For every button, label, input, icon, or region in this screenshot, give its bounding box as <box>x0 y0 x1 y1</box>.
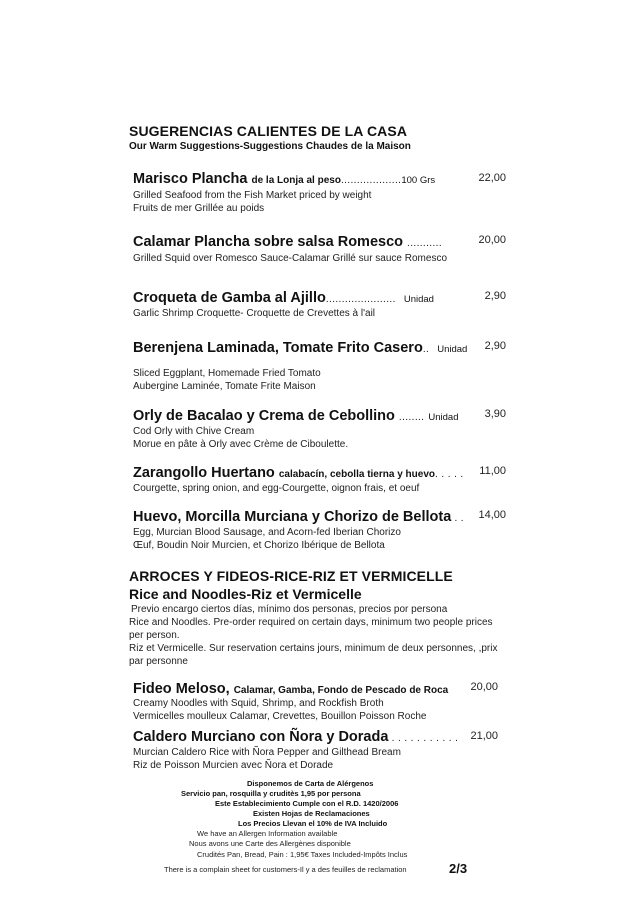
page-number: 2/3 <box>449 861 468 876</box>
item-title: Fideo Meloso, <box>133 681 234 697</box>
footer-complaints-en: There is a complain sheet for customers-Il y a des feuilles de reclamation <box>164 865 407 874</box>
menu-item-name <box>133 408 459 424</box>
item-description: Murcian Caldero Rice with Ñora Pepper and Gilthead Bream <box>133 747 401 758</box>
item-title: Calamar Plancha sobre salsa Romesco <box>133 234 408 250</box>
item-title: Orly de Bacalao y Crema de Cebollino <box>133 408 399 424</box>
leader-dots: ........... <box>407 238 442 249</box>
item-title: Caldero Murciano con Ñora y Dorada <box>133 729 389 745</box>
item-description: Œuf, Boudin Noir Murcien, et Chorizo Ibérique de Bellota <box>133 540 385 551</box>
item-description: Garlic Shrimp Croquette- Croquette de Crevettes à l'ail <box>133 308 376 319</box>
item-description: Riz de Poisson Murcien avec Ñora et Dorade <box>133 760 334 771</box>
item-description: Fruits de mer Grillée au poids <box>133 203 265 214</box>
section-title-hot: SUGERENCIAS CALIENTES DE LA CASA <box>129 123 408 139</box>
item-note: Calamar, Gamba, Fondo de Pescado de Roca <box>233 685 449 696</box>
rice-intro-en: Rice and Noodles. Pre-order required on certain days, minimum two people prices per person. <box>129 617 493 641</box>
item-description: Grilled Squid over Romesco Sauce-Calamar Grillé sur sauce Romesco <box>133 253 448 264</box>
footer-bread-es: Servicio pan, rosquilla y cruditès 1,95 por persona <box>181 789 361 798</box>
item-title: Huevo, Morcilla Murciana y Chorizo de Bellota <box>133 509 452 525</box>
section-subtitle-hot: Our Warm Suggestions-Suggestions Chaudes de la Maison <box>129 141 411 152</box>
item-price: 3,90 <box>484 408 506 420</box>
menu-item-name <box>133 340 467 356</box>
item-price: 20,00 <box>478 234 506 246</box>
leader-dots: . . <box>451 513 464 524</box>
item-description: Egg, Murcian Blood Sausage, and Acorn-fed Iberian Chorizo <box>133 527 401 538</box>
item-price: 2,90 <box>484 290 506 302</box>
item-title: Marisco Plancha <box>133 171 252 187</box>
item-description: Morue en pâte à Orly avec Crème de Ciboulette. <box>133 439 349 450</box>
menu-item-name <box>133 729 458 745</box>
leader-dots: .. <box>422 344 430 355</box>
item-description: Vermicelles moulleux Calamar, Crevettes, Bouillon Poisson Roche <box>133 711 427 722</box>
item-description: Grilled Seafood from the Fish Market priced by weight <box>133 190 372 201</box>
footer-complaints-es: Existen Hojas de Reclamaciones <box>253 809 370 818</box>
leader-dots: . . . . . <box>435 469 464 480</box>
leader-dots: . . . . . . . . . . . <box>388 733 459 744</box>
footer-bread-en: Crudités Pan, Bread, Pain : 1,95€ Taxes Included-Impôts Inclus <box>197 850 408 859</box>
item-unit: Unidad <box>403 294 434 305</box>
item-unit: 100 Grs <box>401 175 436 186</box>
item-price: 21,00 <box>470 730 498 742</box>
item-description: Cod Orly with Chive Cream <box>133 426 255 437</box>
item-price: 14,00 <box>478 509 506 521</box>
item-title: Zarangollo Huertano <box>133 465 279 481</box>
footer-vat: Los Precios Llevan el 10% de IVA Incluido <box>238 819 388 828</box>
menu-item-name <box>133 509 464 525</box>
item-description: Creamy Noodles with Squid, Shrimp, and Rockfish Broth <box>133 698 384 709</box>
footer-allergens-en: We have an Allergen Information available <box>197 829 338 838</box>
item-title: Berenjena Laminada, Tomate Frito Casero <box>133 340 423 356</box>
item-price: 2,90 <box>484 340 506 352</box>
menu-item-name <box>133 234 442 250</box>
leader-dots: ................... <box>340 175 402 186</box>
item-note: calabacín, cebolla tierna y huevo <box>278 469 435 480</box>
item-description: Aubergine Laminée, Tomate Frite Maison <box>133 381 316 392</box>
leader-dots: ...................... <box>325 294 396 305</box>
section-title-rice: ARROCES Y FIDEOS-RICE-RIZ ET VERMICELLE <box>129 568 453 584</box>
item-description: Courgette, spring onion, and egg-Courgette, oignon frais, et oeuf <box>133 483 420 494</box>
footer-allergens-es: Disponemos de Carta de Alérgenos <box>247 779 374 788</box>
menu-item-name <box>133 171 435 187</box>
item-title: Croqueta de Gamba al Ajillo <box>133 290 326 306</box>
menu-item-name <box>133 681 448 697</box>
footer-allergens-fr: Nous avons une Carte des Allergènes disponible <box>189 839 351 848</box>
leader-dots: ........ <box>398 412 425 423</box>
menu-item-name <box>133 290 434 306</box>
menu-item-name <box>133 465 464 481</box>
item-description: Sliced Eggplant, Homemade Fried Tomato <box>133 368 321 379</box>
item-unit: Unidad <box>428 412 459 423</box>
section-subtitle-rice: Rice and Noodles-Riz et Vermicelle <box>129 586 362 602</box>
item-price: 20,00 <box>470 681 498 693</box>
item-price: 11,00 <box>479 465 506 477</box>
rice-intro-fr: Riz et Vermicelle. Sur reservation certains jours, minimum de deux personnes, ,prix par personne <box>129 643 498 667</box>
item-price: 22,00 <box>478 172 506 184</box>
item-unit: Unidad <box>437 344 468 355</box>
item-note: de la Lonja al peso <box>251 175 341 186</box>
rice-intro-es: Previo encargo ciertos días, mínimo dos personas, precios por persona <box>131 604 448 615</box>
footer-regulation: Este Establecimiento Cumple con el R.D. 1420/2006 <box>215 799 399 808</box>
